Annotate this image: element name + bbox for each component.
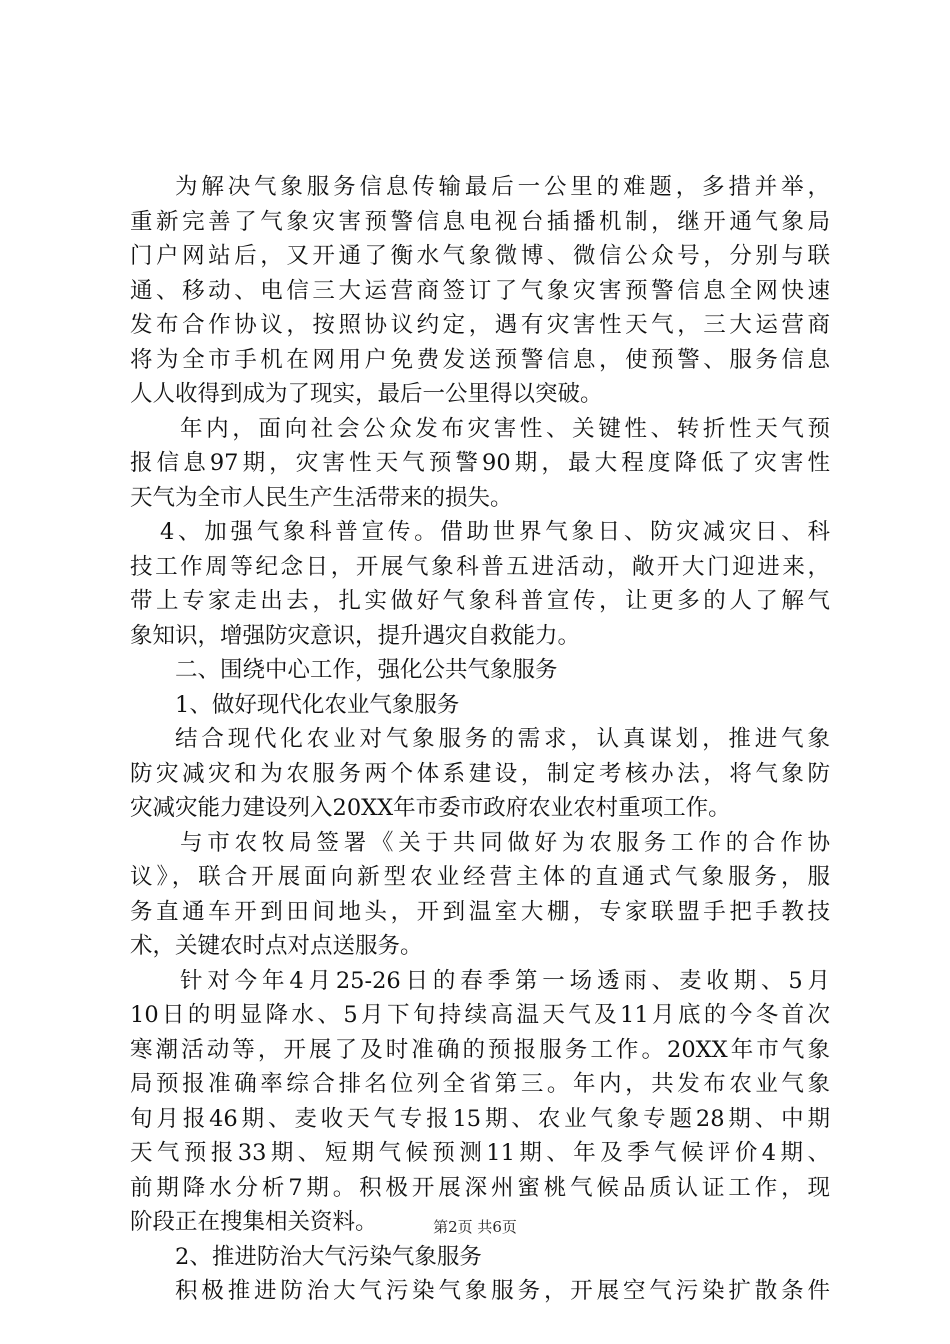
text-line: 技工作周等纪念日，开展气象科普五进活动，敞开大门迎进来， — [130, 553, 830, 580]
text-line: 局预报准确率综合排名位列全省第三。年内，共发布农业气象 — [130, 1071, 830, 1097]
text-line: 防灾减灾和为农服务两个体系建设，制定考核办法，将气象防 — [130, 760, 830, 787]
text-line: 带上专家走出去，扎实做好气象科普宣传，让更多的人了解气 — [130, 588, 830, 614]
text-line: 积极推进防治大气污染气象服务，开展空气污染扩散条件 — [175, 1278, 830, 1304]
text-line: 务直通车开到田间地头，开到温室大棚，专家联盟手把手教技 — [130, 898, 830, 925]
text-line: 针对今年4月25-26日的春季第一场透雨、麦收期、5月 — [180, 967, 830, 994]
text-line: 重新完善了气象灾害预警信息电视台插播机制，继开通气象局 — [130, 208, 830, 235]
text-line: 门户网站后，又开通了衡水气象微博、微信公众号，分别与联 — [130, 243, 830, 269]
text-line: 发布合作协议，按照协议约定，遇有灾害性天气，三大运营商 — [130, 312, 830, 338]
text-line: 灾减灾能力建设列入20XX年市委市政府农业农村重项工作。 — [130, 795, 731, 821]
text-line: 天气为全市人民生产生活带来的损失。 — [130, 484, 513, 511]
page-number: 第2页 共6页 — [433, 1218, 517, 1236]
text-line: 阶段正在搜集相关资料。 — [130, 1209, 378, 1235]
text-line: 天气预报33期、短期气候预测11期、年及季气候评价4期、 — [130, 1140, 830, 1166]
text-line: 10日的明显降水、5月下旬持续高温天气及11月底的今冬首次 — [130, 1002, 830, 1028]
text-line: 为解决气象服务信息传输最后一公里的难题，多措并举， — [175, 174, 830, 200]
text-line: 将为全市手机在网用户免费发送预警信息，使预警、服务信息 — [130, 346, 830, 373]
text-line: 报信息97期，灾害性天气预警90期，最大程度降低了灾害性 — [130, 450, 830, 476]
text-line: 通、移动、电信三大运营商签订了气象灾害预警信息全网快速 — [130, 277, 830, 304]
text-line: 象知识，增强防灾意识，提升遇灾自救能力。 — [130, 622, 581, 649]
text-line: 议》，联合开展面向新型农业经营主体的直通式气象服务，服 — [130, 864, 830, 890]
text-line: 4、加强气象科普宣传。借助世界气象日、防灾减灾日、科 — [160, 519, 830, 545]
text-line: 与市农牧局签署《关于共同做好为农服务工作的合作协 — [180, 829, 830, 856]
text-line: 年内，面向社会公众发布灾害性、关键性、转折性天气预 — [180, 415, 830, 442]
document-body — [130, 170, 830, 1309]
text-line: 前期降水分析7期。积极开展深州蜜桃气候品质认证工作，现 — [130, 1174, 830, 1201]
text-line: 寒潮活动等，开展了及时准确的预报服务工作。20XX年市气象 — [130, 1036, 830, 1063]
text-line: 2、推进防治大气污染气象服务 — [175, 1243, 482, 1270]
text-line: 旬月报46期、麦收天气专报15期、农业气象专题28期、中期 — [130, 1105, 830, 1132]
text-line: 1、做好现代化农业气象服务 — [175, 691, 460, 718]
text-line: 二、围绕中心工作，强化公共气象服务 — [175, 657, 558, 683]
text-line: 结合现代化农业对气象服务的需求，认真谋划，推进气象 — [175, 726, 830, 752]
text-line: 人人收得到成为了现实，最后一公里得以突破。 — [130, 381, 603, 407]
text-line: 术，关键农时点对点送服务。 — [130, 933, 423, 959]
